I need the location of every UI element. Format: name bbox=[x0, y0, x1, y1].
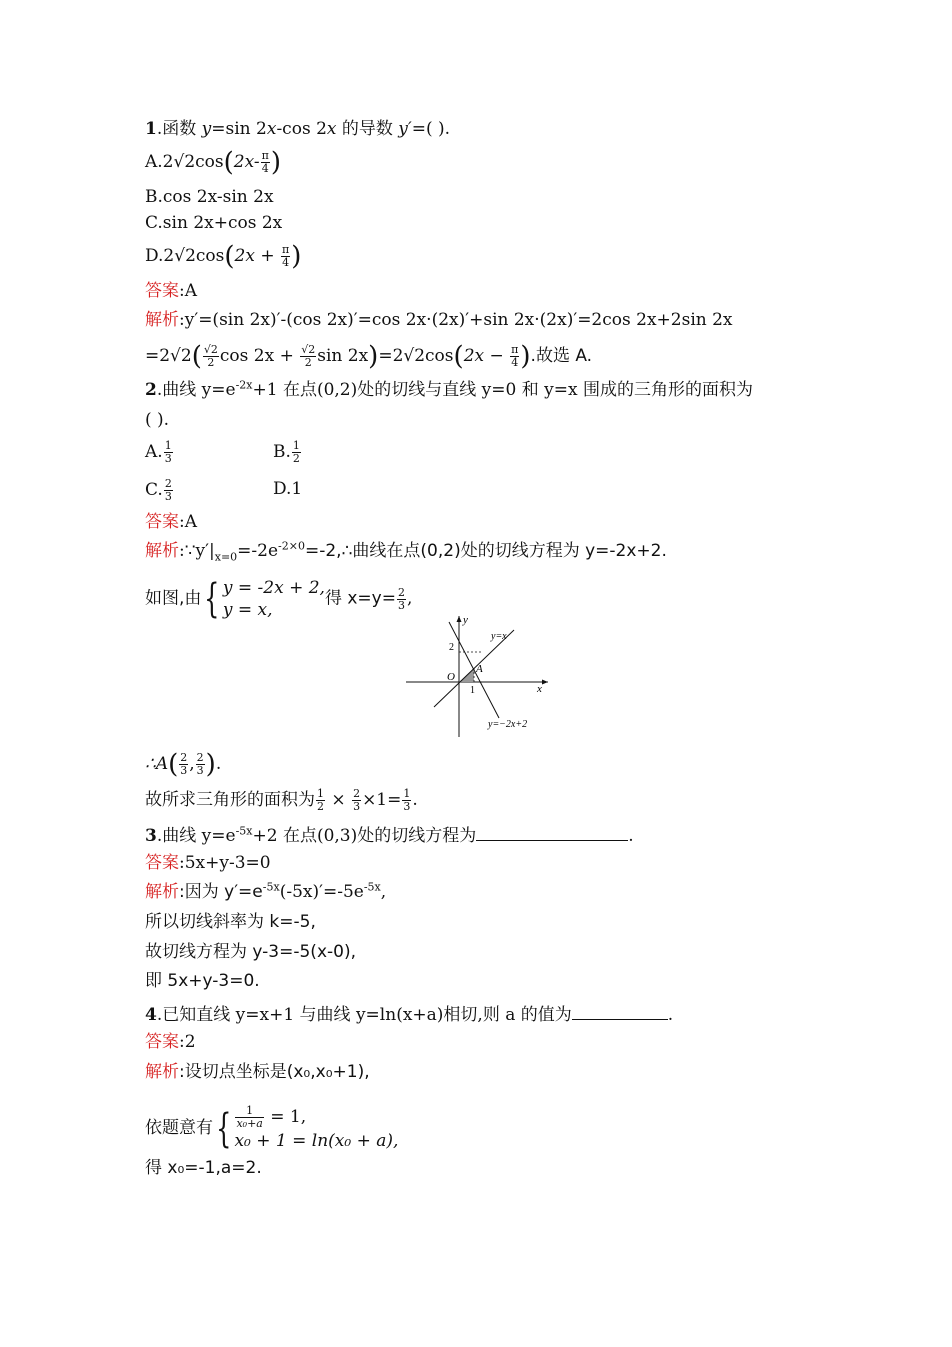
q3-analysis-line3: 故切线方程为 y-3=-5(x-0), bbox=[145, 942, 356, 962]
q2-analysis-line1 bbox=[145, 540, 667, 562]
option-text: D.2√2cos bbox=[145, 246, 225, 266]
q2-point-a: ∴A( $\frac{2}{3}$ , $\frac{2}{3}$ ). bbox=[145, 749, 222, 780]
y-axis-label: y bbox=[463, 614, 468, 626]
analysis-text: 依题意有 bbox=[145, 1118, 213, 1138]
q4-analysis-line2: 依题意有{ $\frac{1}{\text{x₀+a}}$ = 1, x₀ + 1 = ln(x₀ + a), bbox=[145, 1104, 399, 1152]
q2-options-row2 bbox=[145, 477, 303, 503]
q3-stem-text: .曲线 y=e bbox=[156, 826, 236, 846]
q3-number: 3 bbox=[145, 826, 157, 846]
q1-answer bbox=[145, 280, 197, 302]
q2-analysis-line2: 如图,由{ y = -2x + 2, y = x, 得 x=y= $\frac{2}{3}$ , bbox=[145, 576, 413, 622]
q1-stem bbox=[145, 118, 450, 140]
answer-value: :2 bbox=[179, 1032, 196, 1052]
analysis-text: 故所求三角形的面积为 bbox=[145, 790, 315, 810]
q2-stem-line2: ( ). bbox=[145, 410, 170, 430]
q1-stem-var: y′ bbox=[398, 119, 412, 139]
subscript: x=0 bbox=[214, 550, 238, 564]
q4-number: 4 bbox=[145, 1005, 157, 1025]
q3-analysis-line1: 解析:因为 $y'=e^{-5x}(-5x)'=-5e^{-5x}$, bbox=[145, 880, 387, 902]
tick-2-label: 2 bbox=[449, 642, 454, 653]
option-text: A.2√2cos bbox=[145, 152, 224, 172]
q2-area: 故所求三角形的面积为 $\frac{1}{2}$ × $\frac{2}{3}$ ×1= $\frac{1}{3}$ . bbox=[145, 787, 418, 813]
answer-blank[interactable] bbox=[476, 822, 628, 841]
q2-stem-line1 bbox=[145, 379, 753, 401]
q2-option-c: C. $\frac{2}{3}$ bbox=[145, 477, 172, 503]
analysis-text: :∵y′| bbox=[179, 541, 215, 561]
q3-analysis-line4: 即 5x+y-3=0. bbox=[145, 971, 260, 991]
fraction: $\frac{√2}{2}$ bbox=[301, 343, 316, 369]
analysis-text: ∴A bbox=[145, 754, 169, 774]
exponent: -2×0 bbox=[278, 539, 305, 553]
analysis-text: =-2,∴曲线在点(0,2)处的切线方程为 y=-2x+2. bbox=[304, 541, 667, 561]
q1-stem-text: 的导数 bbox=[336, 119, 399, 139]
q4-stem-text: .已知直线 y=x+1 与曲线 y=ln(x+a)相切,则 a 的值为 bbox=[156, 1005, 572, 1025]
fraction: $\frac{\pi}{4}$ bbox=[261, 149, 269, 175]
q2-option-b: B. $\frac{1}{2}$ bbox=[273, 439, 300, 465]
q2-option-d: D.1 bbox=[273, 479, 303, 499]
q4-analysis-line1 bbox=[145, 1061, 370, 1083]
equation-system: y = -2x + 2, y = x, bbox=[222, 578, 325, 620]
q1-number: 1 bbox=[145, 119, 157, 139]
analysis-text: =2√2 bbox=[145, 346, 192, 366]
answer-value: :A bbox=[179, 281, 198, 301]
y-axis-arrow bbox=[457, 616, 462, 622]
option-text: 2x + bbox=[234, 246, 280, 266]
q4-answer bbox=[145, 1031, 196, 1053]
q1-option-b: B.cos 2x-sin 2x bbox=[145, 187, 274, 207]
analysis-text: :y′=(sin 2x)′-(cos 2x)′=cos 2x·(2x)′+sin 2x·(2x)′=2cos 2x+2sin 2x bbox=[179, 310, 733, 330]
analysis-text: :设切点坐标是(x₀,x₀+1), bbox=[179, 1062, 370, 1082]
analysis-label: 解析 bbox=[145, 541, 179, 561]
equation-system: $\frac{1}{\text{x₀+a}}$ = 1, x₀ + 1 = ln(x₀ + a), bbox=[234, 1104, 399, 1151]
analysis-text: , bbox=[406, 588, 413, 609]
answer-label: 答案 bbox=[145, 512, 179, 532]
analysis-text: .故选 A. bbox=[530, 346, 593, 366]
q1-option-c: C.sin 2x+cos 2x bbox=[145, 213, 283, 233]
q1-stem-var: x bbox=[266, 119, 277, 139]
q2-option-a: A. $\frac{1}{3}$ bbox=[145, 439, 172, 465]
point-a-label: A bbox=[476, 663, 483, 675]
q1-analysis-line2: =2√2( $\frac{√2}{2}$ cos 2x + $\frac{√2}{2}$ sin 2x)=2√2cos(2x − $\frac{\pi}{4}$ ).故选 A. bbox=[145, 341, 593, 372]
q3-stem-text: +2 在点(0,3)处的切线方程为 bbox=[252, 826, 477, 846]
q1-stem-text: =sin 2 bbox=[211, 119, 267, 139]
x-axis-arrow bbox=[542, 680, 548, 685]
q1-option-a: A.2√2cos(2x- $\frac{\pi}{4}$ ) bbox=[145, 147, 282, 178]
tangent-line-figure bbox=[402, 612, 552, 742]
q3-stem: 3.曲线 $y=e^{-5x}+2$ 在点(0,3)处的切线方程为 . bbox=[145, 822, 634, 847]
answer-label: 答案 bbox=[145, 281, 179, 301]
analysis-text: =2√2cos bbox=[378, 346, 454, 366]
x-axis-label: x bbox=[537, 683, 542, 695]
fraction: $\frac{√2}{2}$ bbox=[203, 343, 218, 369]
analysis-label: 解析 bbox=[145, 882, 179, 902]
q4-stem: 4.已知直线 y=x+1 与曲线 y=ln(x+a)相切,则 a 的值为 . bbox=[145, 1001, 673, 1026]
analysis-text: (-5x)′=-5e bbox=[279, 882, 364, 902]
answer-value: :5x+y-3=0 bbox=[179, 853, 271, 873]
q1-stem-text: -cos 2 bbox=[276, 119, 327, 139]
line-y-eq-x-label: y=x bbox=[491, 631, 507, 642]
option-text: 2x- bbox=[233, 152, 260, 172]
analysis-text: :因为 y′=e bbox=[179, 882, 263, 902]
q1-stem-text: .函数 bbox=[156, 119, 202, 139]
answer-value: :A bbox=[179, 512, 198, 532]
analysis-text: sin 2x bbox=[317, 346, 369, 366]
analysis-label: 解析 bbox=[145, 1062, 179, 1082]
answer-label: 答案 bbox=[145, 1032, 179, 1052]
q3-answer bbox=[145, 852, 271, 874]
exponent: -5x bbox=[235, 824, 253, 838]
q1-option-d: D.2√2cos(2x + $\frac{\pi}{4}$ ) bbox=[145, 241, 302, 272]
analysis-label: 解析 bbox=[145, 310, 179, 330]
fraction: $\frac{\pi}{4}$ bbox=[282, 243, 290, 269]
answer-label: 答案 bbox=[145, 853, 179, 873]
tangent-line-label: y=−2x+2 bbox=[488, 719, 528, 730]
q1-stem-text: =( ). bbox=[411, 119, 451, 139]
tick-1-label: 1 bbox=[470, 685, 475, 696]
analysis-text: 得 x=y= bbox=[324, 588, 396, 609]
q2-stem-text: +1 在点(0,2)处的切线与直线 y=0 和 y=x 围成的三角形的面积为 bbox=[252, 380, 753, 400]
fraction: $\frac{2}{3}$ bbox=[397, 585, 405, 612]
answer-blank[interactable] bbox=[572, 1001, 668, 1020]
exponent: -2x bbox=[235, 378, 253, 392]
q2-number: 2 bbox=[145, 380, 157, 400]
analysis-text: =-2e bbox=[237, 541, 279, 561]
q3-analysis-line2: 所以切线斜率为 k=-5, bbox=[145, 912, 316, 932]
analysis-text: 如图,由 bbox=[145, 588, 202, 609]
q1-analysis-line1 bbox=[145, 309, 733, 331]
q2-answer bbox=[145, 511, 197, 533]
q1-stem-var: x bbox=[326, 119, 337, 139]
q4-analysis-line3: 得 x₀=-1,a=2. bbox=[145, 1158, 262, 1178]
origin-label: O bbox=[447, 671, 455, 683]
q1-stem-var: y bbox=[201, 119, 212, 139]
q2-stem-text: .曲线 y=e bbox=[156, 380, 236, 400]
analysis-text: 2x − bbox=[463, 346, 510, 366]
analysis-text: cos 2x + bbox=[219, 346, 300, 366]
fraction: $\frac{\pi}{4}$ bbox=[511, 343, 519, 369]
q2-options-row1 bbox=[145, 439, 300, 465]
